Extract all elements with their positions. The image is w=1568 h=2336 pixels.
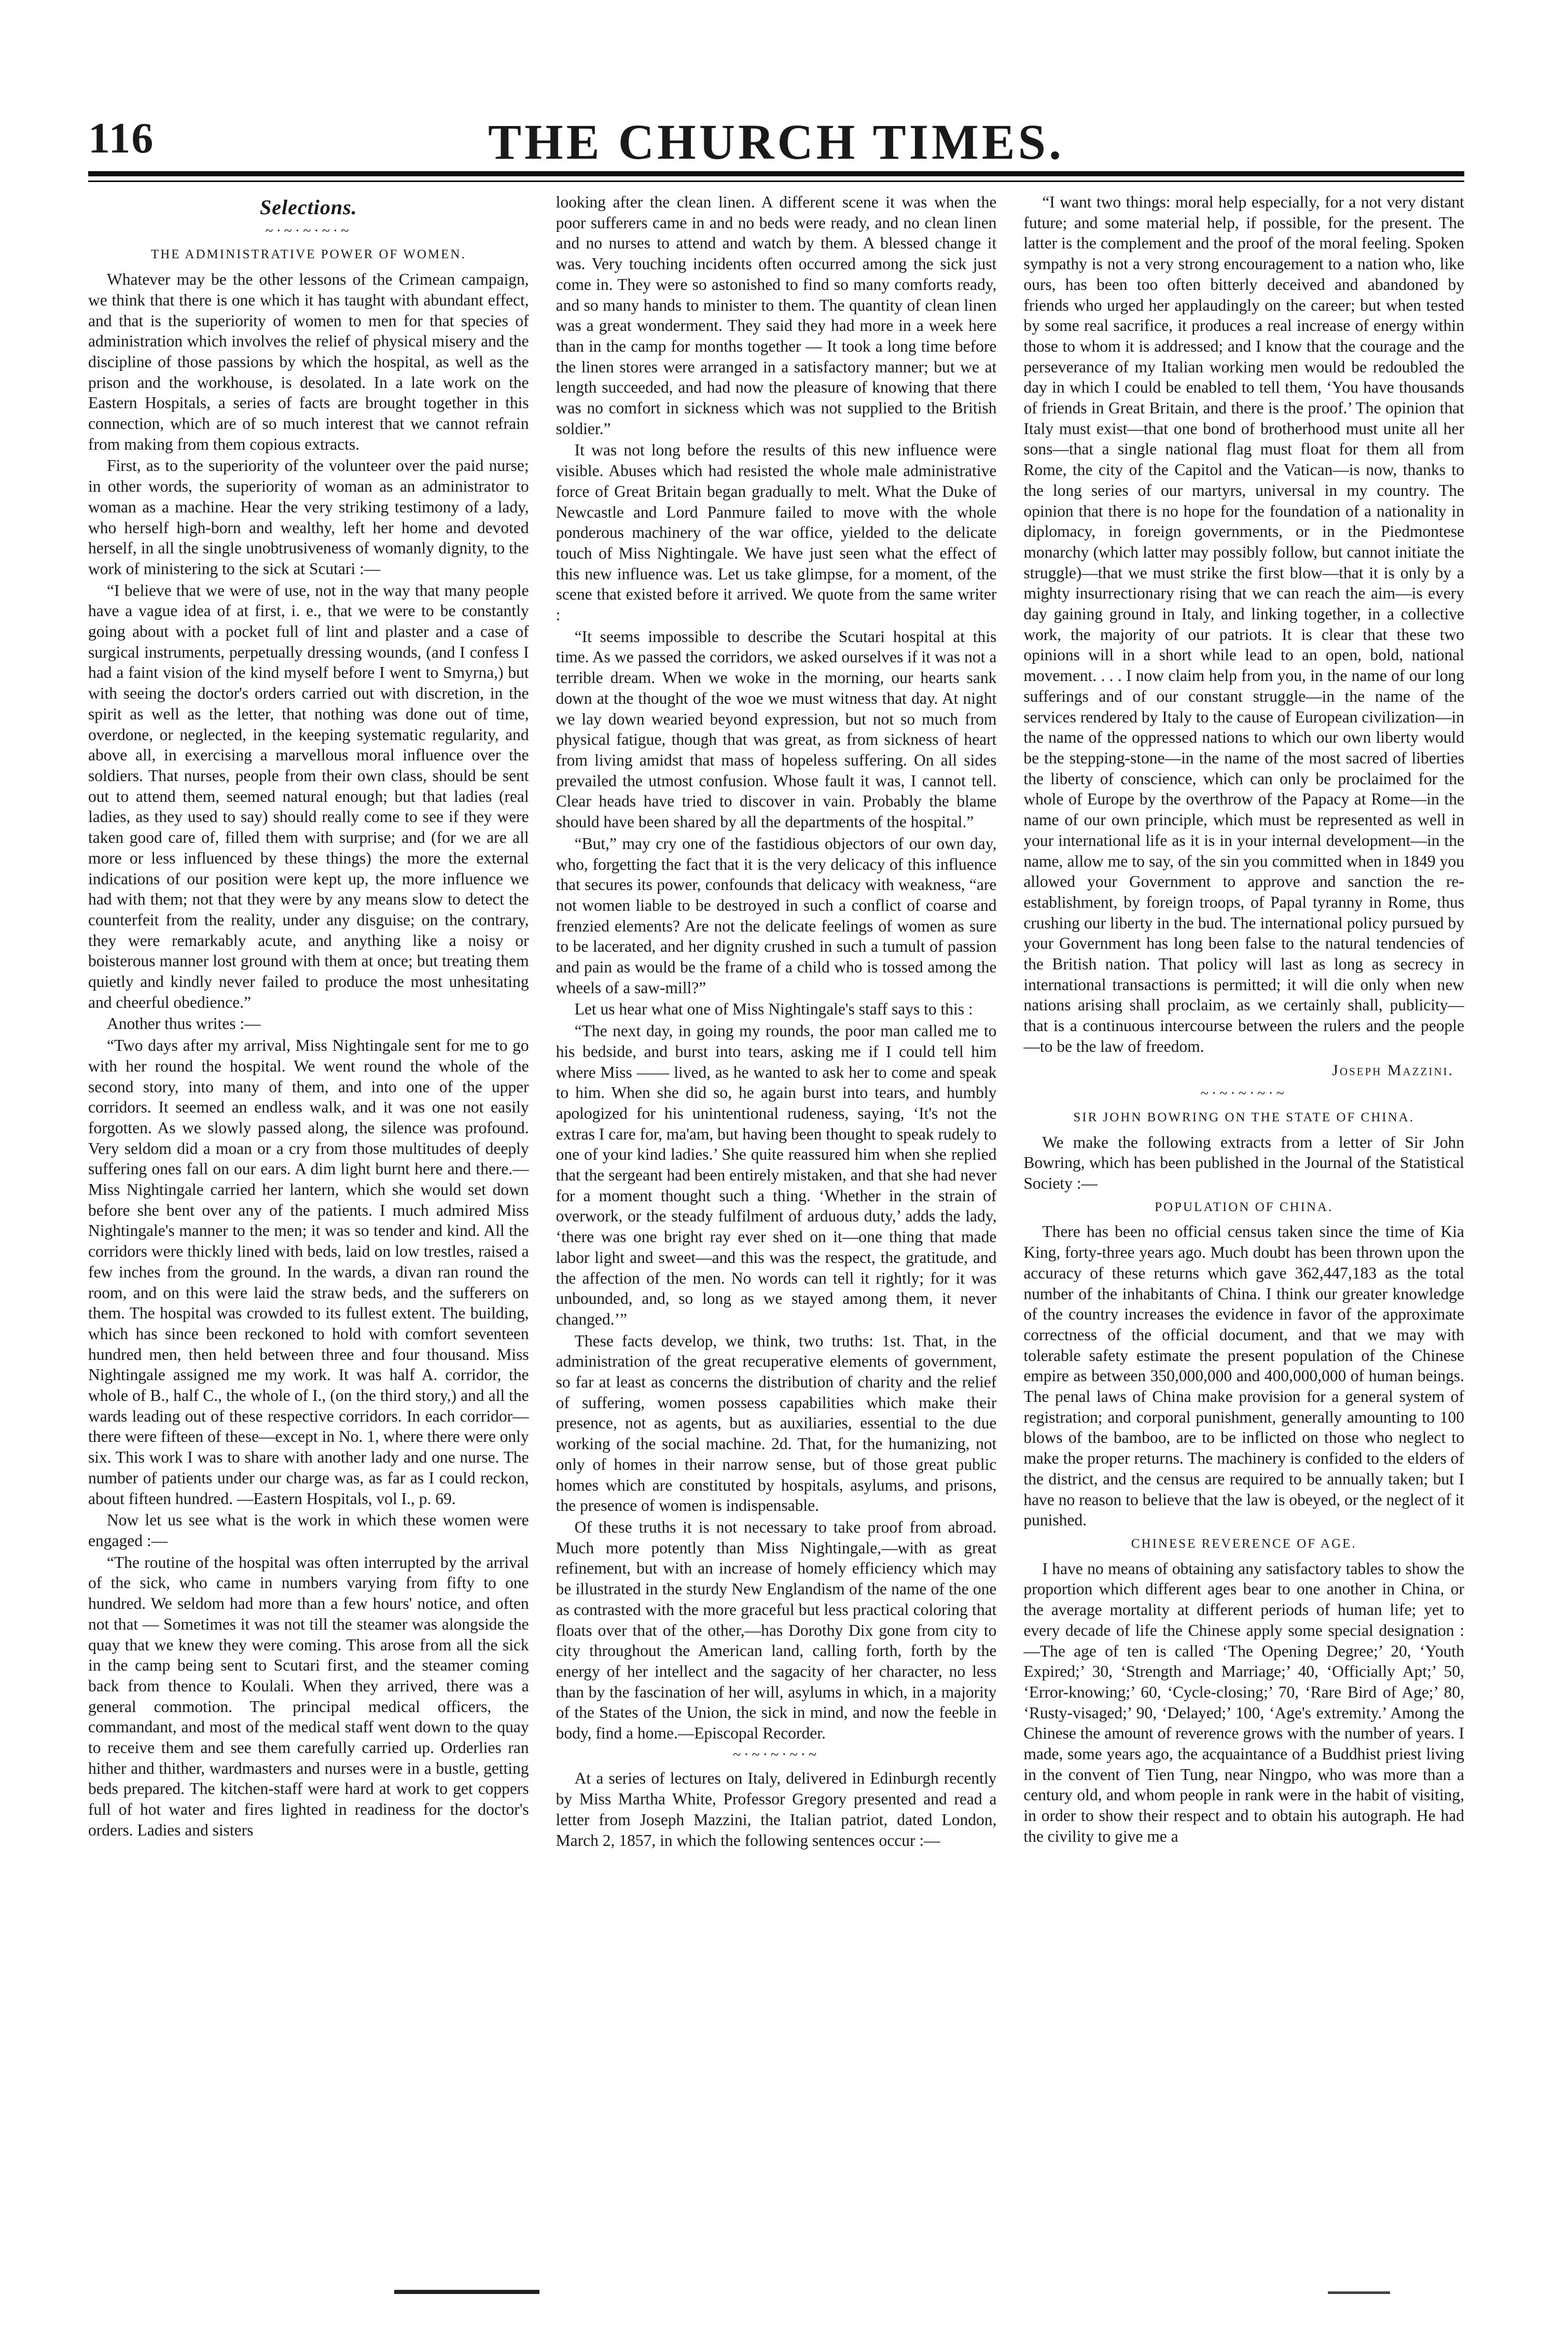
article-columns bbox=[88, 192, 1464, 2264]
quote-paragraph: “I believe that we were of use, not in the way that many people have a vague idea of at first, i. e., that we were to be constantly going about with a pocket full of lint and plaster and a case of surgical instruments, perpetually dressing wounds, (and I confess I had a faint vision of the kind myself before I went to Smyrna,) but with seeing the doctor's orders carried out with discretion, in the spirit as well as the letter, that nothing was done out of time, overdone, or neglected, in the keeping systematic regularity, and above all, in exercising a marvellous moral influence over the soldiers. That nurses, people from their own class, should be sent out to attend them, seemed natural enough; but that ladies (real ladies, as they used to say) should really come to see if they were taken good care of, filled them with surprise; and (for we are all more or less influenced by these things) the more the external indications of our position were kept up, the more influence we had with them; not that they were by any means slow to detect the counterfeit from the reality, under any disguise; on the contrary, they were remarkably acute, and anything like a noisy or boisterous manner lost ground with them at once; but treating them quietly and kindly never failed to produce the most unhesitating and cheerful obedience.” bbox=[88, 581, 529, 1011]
paragraph: Another thus writes :— bbox=[107, 1014, 261, 1033]
footer-mark bbox=[394, 2290, 539, 2294]
paragraph: “But,” may cry one of the fastidious objectors of our own day, who, forgetting the fact that it is the very delicacy of this influence that secures its power, confounds that delicacy with weakness, “are not women liable to be destroyed in such a conflict of coarse and frenzied elements? Are not the delicate feelings of women as sure to be lacerated, and her dignity crushed in such a tumult of passion and pain as would be the frame of a child who is tossed among the wheels of a saw-mill?” bbox=[556, 834, 997, 997]
paragraph: These facts develop, we think, two truths: 1st. That, in the administration of the great recuperative elements of government, so far at least as concerns the distribution of charity and the relief of suffering, women possess capabilities which make their presence, not as agents, but as auxiliaries, essential to the due working of the social machine. 2d. That, for the humanizing, not only of homes in their narrow sense, but of those great public homes which are constituted by hospitals, asylums, and prisons, the presence of women is indispensable. bbox=[556, 1331, 997, 1515]
paragraph: Now let us see what is the work in which these women were engaged :— bbox=[88, 1511, 529, 1550]
header-rule-thick bbox=[88, 171, 1464, 176]
newspaper-masthead: THE CHURCH TIMES. bbox=[488, 114, 1065, 170]
page-header bbox=[88, 113, 1464, 170]
paragraph: looking after the clean linen. A different scene it was when the poor sufferers came in and no beds were ready, and no clean linen and no nurses to attend and watch by them. A blessed change it was. Very touching incidents often occurred among the sick just come in. They were so astonished to find so many comforts ready, and so many hands to minister to them. The quantity of clean linen was a great wonderment. They said they had more in a week here than in the camp for months together — It took a long time before the linen stores were arranged in a satisfactory manner; but we at length succeeded, and had now the pleasure of knowing that there was no comfort in sickness which was not supplied to the British soldier.” bbox=[556, 193, 997, 438]
article-heading: SIR JOHN BOWRING ON THE STATE OF CHINA. bbox=[1073, 1110, 1414, 1124]
paragraph: There has been no official census taken since the time of Kia King, forty-three years ago. Much doubt has been thrown upon the accuracy of these returns which gave 362,447,183 as the total number of the inhabitants of China. I think our greater knowledge of the country increases the evidence in favor of the approximate correctness of the official document, and that we may with tolerable safety estimate the present population of the Chinese empire as between 350,000,000 and 400,000,000 of human beings. The penal laws of China make provision for a general system of registration; and corporal punishment, generally amounting to 100 blows of the bamboo, are to be inflicted on those who neglect to make the proper returns. The machinery is confided to the elders of the district, and the census are required to be annually taken; but I have no reason to believe that the law is obeyed, or the neglect of it punished. bbox=[1023, 1222, 1464, 1529]
quote-paragraph: “The next day, in going my rounds, the poor man called me to his bedside, and burst into tears, asking me if I could tell him where Miss —— lived, as he wanted to ask her to come and speak to him. When she did so, he again burst into tears, and humbly apologized for his unintentional rudeness, saying, ‘It's not the extras I care for, ma'am, but having been thought to speak rudely to one of your kind ladies.’ She quite reassured him when she replied that the sergeant had been entirely mistaken, and that she had never for a moment thought such a thing. ‘Whether in the strain of overwork, or the steady fulfilment of arduous duty,’ adds the lady, ‘there was one bright ray ever shed on it—one thing that made labor light and sweet—and this was the respect, the gratitude, and the affection of the men. No words can tell it rightly; for it was unbounded, and, so long as we stayed among them, it never changed.’” bbox=[556, 1022, 997, 1328]
ornament-divider: ~·~·~·~·~ bbox=[732, 1746, 820, 1763]
quote-paragraph: “The routine of the hospital was often interrupted by the arrival of the sick, who came in numbers varying from fifty to one hundred. We seldom had more than a few hours' notice, and often not that — Sometimes it was not till the steamer was alongside the quay that we knew they were coming. This arose from all the sick in the camp being sent to Scutari first, and the steamer coming back from thence to Koulali. When they arrived, there was a general commotion. The principal medical officers, the commandant, and most of the medical staff went down to the quay to receive them and see them carefully carried up. Orderlies ran hither and thither, wardmasters and nurses were in a bustle, getting beds prepared. The kitchen-staff were hard at work to get coppers full of hot water and fires lighted in readiness for the doctor's orders. Ladies and sisters bbox=[88, 1553, 529, 1839]
column-middle bbox=[556, 192, 997, 2264]
paragraph: At a series of lectures on Italy, delivered in Edinburgh recently by Miss Martha White, Professor Gregory presented and read a letter from Joseph Mazzini, the Italian patriot, dated London, March 2, 1857, in which the following sentences occur :— bbox=[556, 1769, 997, 1850]
sub-heading: POPULATION OF CHINA. bbox=[1155, 1200, 1334, 1214]
paragraph: It was not long before the results of this new influence were visible. Abuses which had resisted the whole male administrative force of Great Britain began gradually to melt. What the Duke of Newcastle and Lord Panmure failed to move with the whole ponderous machinery of the war office, yielded to the delicate touch of Miss Nightingale. We have just seen what the effect of this new influence was. Let us take glimpse, for a moment, of the scene that existed before it arrived. We quote from the same writer : bbox=[556, 441, 997, 624]
signature-mazzini: Joseph Mazzini. bbox=[1332, 1061, 1454, 1079]
quote-paragraph: “Two days after my arrival, Miss Nightingale sent for me to go with her round the hospital. We went round the whole of the second story, into many of them, and into one of the upper corridors. It seemed an endless walk, and it was one not easily forgotten. As we slowly passed along, the silence was profound. Very seldom did a moan or a cry from those multitudes of deeply suffering ones fall on our ears. A dim light burnt here and there.—Miss Nightingale carried her lantern, which she would set down before she bent over any of the patients. I much admired Miss Nightingale's manner to the men; it was so tender and kind. All the corridors were thickly lined with beds, laid on low trestles, raised a few inches from the ground. In the wards, a divan ran round the room, and on this were laid the straw beds, and the sufferers on them. The hospital was crowded to its fullest extent. The building, which has since been reckoned to hold with comfort seventeen hundred men, then held between three and four thousand. Miss Nightingale assigned me my work. It was half A. corridor, the whole of B., half C., the whole of I., (on the third story,) and all the wards leading out of these respective corridors. In each corridor—there were fifteen of these—except in No. 1, where there were only six. This work I was to share with another lady and one nurse. The number of patients under our charge was, as far as I could reckon, about fifteen hundred. —Eastern Hospitals, vol I., p. 69. bbox=[88, 1036, 529, 1508]
paragraph: Whatever may be the other lessons of the Crimean campaign, we think that there is one which it has taught with abundant effect, and that is the superiority of women to men for that species of administration which involves the relief of physical misery and the discipline of those passions by which the hospital, as well as the prison and the workhouse, is desolated. In a late work on the Eastern Hospitals, a series of facts are brought together in this connection, which are of so much interest that we cannot refrain from making from them copious extracts. bbox=[88, 270, 529, 453]
paragraph: I have no means of obtaining any satisfactory tables to show the proportion which different ages bear to one another in China, or the average mortality at different periods of human life; yet to every decade of life the Chinese apply some special designation :—The age of ten is called ‘The Opening Degree;’ 20, ‘Youth Expired;’ 30, ‘Strength and Marriage;’ 40, ‘Officially Apt;’ 50, ‘Error-knowing;’ 60, ‘Cycle-closing;’ 70, ‘Rare Bird of Age;’ 80, ‘Rusty-visaged;’ 90, ‘Delayed;’ 100, ‘Age's extremity.’ Among the Chinese the amount of reverence grows with the number of years. I made, some years ago, the acquaintance of a Buddhist priest living in the convent of Tien Tung, near Ningpo, who was more than a century old, and whom people in rank were in the habit of visiting, in order to show their respect and to obtain his autograph. He had the civility to give me a bbox=[1023, 1559, 1464, 1845]
column-left bbox=[88, 192, 529, 2264]
article-heading: THE ADMINISTRATIVE POWER OF WOMEN. bbox=[150, 247, 466, 262]
paragraph: Of these truths it is not necessary to take proof from abroad. Much more potently than Miss Nightingale,—with as great refinement, but with an increase of homely efficiency which may be illustrated in the sturdy New Englandism of the name of the one as contrasted with the more graceful but less practical coloring that floats over that of the other,—has Dorothy Dix gone from city to city throughout the American land, calling forth, forth by the energy of her intellect and the sagacity of her character, no less than by the fascination of her will, asylums in which, in a majority of the States of the Union, the sick in mind, and now the feeble in body, find a home.—Episcopal Recorder. bbox=[556, 1518, 997, 1743]
quote-paragraph: “It seems impossible to describe the Scutari hospital at this time. As we passed the corridors, we asked ourselves if it was not a terrible dream. When we woke in the morning, our hearts sank down at the thought of the woe we must witness that day. At night we lay down wearied beyond expression, but not so much from physical fatigue, though that was great, as from sickness of heart from living amidst that mass of hopeless suffering. On all sides prevailed the utmost confusion. Whose fault it was, I cannot tell. Clear heads have tried to discover in vain. Probably the blame should have been shared by all the departments of the hospital.” bbox=[556, 627, 997, 831]
header-rule-thin bbox=[88, 180, 1464, 182]
section-title: Selections. bbox=[259, 196, 357, 219]
column-right bbox=[1023, 192, 1464, 2264]
ornament-divider: ~·~·~·~·~ bbox=[265, 223, 352, 239]
paragraph: Let us hear what one of Miss Nightingale's staff says to this : bbox=[574, 1000, 973, 1019]
paragraph: We make the following extracts from a letter of Sir John Bowring, which has been published in the Journal of the Statistical Society :— bbox=[1023, 1133, 1464, 1193]
quote-paragraph: “I want two things: moral help especially, for a not very distant future; and some material help, if possible, for the present. The latter is the complement and the proof of the moral feeling. Spoken sympathy is not a very strong encouragement to a nation who, like ours, has been too often bitterly deceived and abandoned by friends who urged her applaudingly on the career; but when tested by some real sacrifice, it produces a real increase of energy within those to whom it is addressed; and I know that the courage and the perseverance of my Italian working men would be redoubled the day in which I could be enabled to tell them, ‘You have thousands of friends in Great Britain, and there is the proof.’ The opinion that Italy must exist—that one bond of brotherhood must unite all her sons—that a single national flag must float for them all from Rome, the city of the Capitol and the Vatican—is now, thanks to the long series of our martyrs, universal in my country. The opinion that there is no hope for the foundation of a nationality in diplomacy, in foreign governments, or in the Piedmontese monarchy (which latter may possibly follow, but cannot initiate the struggle)—that we must strike the first blow—that it is only by a mighty insurrectionary rising that we can reach the aim—is every day gaining ground in Italy, and linking together, in a collective work, the majority of our patriots. It is clear that these two opinions will in a short while lead to an open, bold, national movement. . . . I now claim help from you, in the name of our long sufferings and of our constant struggle—in the name of the services rendered by Italy to the cause of European civilization—in the name of the oppressed nations to which our own liberty would be the stepping-stone—in the name of the most sacred of liberties the liberty of conscience, which can only be proclaimed for the whole of Europe by the overthrow of the Papacy at Rome—in the name of our own principle, which must be represented as well in your international life as it is in your internal development—in the name, allow me to say, of the sin you committed when in 1849 you allowed your Government to approve and sanction the re-establishment, by foreign troops, of Papal tyranny in Rome, thus crushing our liberty in the bud. The international policy pursued by your Government has long been false to the natural tendencies of the British nation. That policy will last as long as secrecy in international transactions is permitted; it will die only when new nations arising shall proclaim, as we certainly shall, publicity—that is a continuous intercourse between the rulers and the people—to be the law of freedom. bbox=[1023, 193, 1464, 1055]
footer-mark bbox=[1328, 2291, 1390, 2294]
sub-heading: CHINESE REVERENCE OF AGE. bbox=[1131, 1537, 1357, 1551]
ornament-divider: ~·~·~·~·~ bbox=[1200, 1086, 1287, 1102]
page-number: 116 bbox=[88, 114, 155, 162]
paragraph: First, as to the superiority of the volunteer over the paid nurse; in other words, the superiority of woman as an administrator to woman as a machine. Hear the very striking testimony of a lady, who herself high-born and wealthy, left her home and devoted herself, in all the single unobtrusiveness of womanly dignity, to the work of ministering to the sick at Scutari :— bbox=[88, 456, 529, 578]
